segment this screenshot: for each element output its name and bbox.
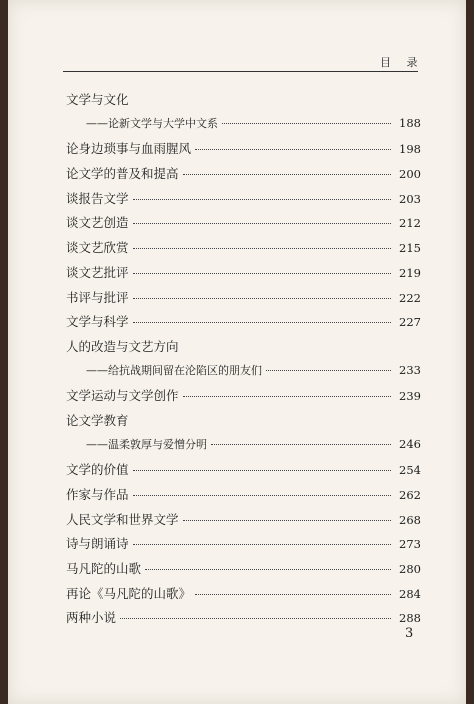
- dot-leader: [195, 594, 391, 595]
- toc-entry-title: 论身边琐事与血雨腥风: [66, 141, 192, 157]
- toc-page-number: 227: [399, 315, 421, 330]
- dot-leader: [133, 322, 391, 323]
- toc-page-number: 262: [399, 488, 421, 502]
- toc-page-number: 188: [399, 115, 421, 130]
- toc-entry-title: 文学的价值: [66, 462, 129, 478]
- dot-leader: [266, 370, 391, 371]
- toc-entry-title: 人的改造与文艺方向: [66, 338, 179, 354]
- toc-entry-title: 文学与科学: [66, 314, 129, 330]
- toc-entry-title: 人民文学和世界文学: [66, 511, 179, 527]
- toc-entry-row: [66, 90, 421, 115]
- toc-page-number: 215: [399, 241, 421, 256]
- dot-leader: [183, 520, 391, 521]
- toc-entry-row: [66, 312, 421, 337]
- toc-entry-title: 谈报告文学: [66, 190, 129, 206]
- toc-entry-row: [66, 213, 421, 238]
- toc-entry-row: [66, 460, 421, 485]
- dot-leader: [133, 199, 391, 200]
- toc-entry-title: 文学与文化: [66, 92, 129, 107]
- toc-subtitle-row: [66, 436, 421, 461]
- dot-leader: [222, 123, 391, 124]
- toc-entry-title: 文学运动与文学创作: [66, 388, 179, 404]
- toc-page-number: 284: [399, 586, 421, 601]
- toc-subtitle-row: [66, 362, 421, 387]
- page-number: 3: [405, 626, 414, 641]
- toc-entry-title: 谈文艺创造: [66, 215, 129, 231]
- toc-entry-title: 两种小说: [66, 610, 117, 626]
- dot-leader: [133, 248, 391, 249]
- dot-leader: [211, 444, 391, 445]
- dot-leader: [183, 396, 391, 397]
- table-of-contents: [66, 90, 421, 633]
- dot-leader: [133, 495, 391, 496]
- toc-entry-row: [66, 510, 421, 535]
- toc-entry-row: [66, 534, 421, 559]
- toc-entry-row: [66, 608, 421, 633]
- toc-entry-row: [66, 337, 421, 362]
- dot-leader: [133, 470, 391, 471]
- toc-page-number: 273: [399, 537, 421, 552]
- toc-entry-title: 论文学的普及和提高: [66, 166, 179, 182]
- toc-subtitle-row: [66, 115, 421, 140]
- toc-page-number: 233: [399, 362, 421, 377]
- toc-entry-row: [66, 164, 421, 189]
- toc-entry-row: [66, 139, 421, 164]
- toc-entry-title: 诗与朗诵诗: [66, 536, 129, 552]
- toc-entry-row: [66, 485, 421, 510]
- toc-page-number: 203: [399, 191, 421, 206]
- toc-entry-row: [66, 386, 421, 411]
- dot-leader: [195, 149, 391, 150]
- toc-page-number: 239: [399, 389, 421, 404]
- toc-entry-row: [66, 584, 421, 609]
- toc-entry-row: [66, 559, 421, 584]
- dot-leader: [133, 223, 391, 224]
- section-header: 目 录: [380, 56, 424, 69]
- dot-leader: [133, 273, 391, 274]
- dot-leader: [133, 544, 391, 545]
- toc-entry-title: 论文学教育: [66, 412, 129, 428]
- book-page: [8, 0, 466, 704]
- toc-entry-title: 书评与批评: [66, 289, 129, 305]
- toc-entry-title: ——给抗战期间留在沦陷区的朋友们: [86, 363, 262, 377]
- toc-entry-row: [66, 263, 421, 288]
- dot-leader: [133, 298, 391, 299]
- toc-page-number: 268: [399, 512, 421, 527]
- toc-entry-row: [66, 411, 421, 436]
- toc-entry-title: 作家与作品: [66, 487, 129, 502]
- toc-page-number: 219: [399, 265, 421, 280]
- toc-entry-title: 谈文艺欣赏: [66, 240, 129, 256]
- toc-page-number: 254: [399, 463, 421, 478]
- toc-entry-row: [66, 189, 421, 214]
- toc-entry-row: [66, 288, 421, 313]
- header-rule: [63, 71, 418, 72]
- toc-entry-title: ——论新文学与大学中文系: [86, 116, 218, 130]
- dot-leader: [120, 618, 391, 619]
- toc-entry-title: ——温柔敦厚与爱憎分明: [86, 437, 207, 451]
- toc-page-number: 280: [399, 562, 421, 577]
- toc-entry-title: 马凡陀的山歌: [66, 561, 142, 577]
- dot-leader: [145, 569, 391, 570]
- dot-leader: [183, 174, 391, 175]
- toc-page-number: 198: [399, 142, 421, 157]
- toc-page-number: 288: [399, 611, 421, 626]
- toc-entry-title: 再论《马凡陀的山歌》: [66, 585, 192, 601]
- toc-page-number: 212: [399, 216, 421, 231]
- toc-page-number: 222: [399, 290, 421, 305]
- toc-page-number: 246: [399, 436, 421, 451]
- toc-entry-title: 谈文艺批评: [66, 264, 129, 280]
- toc-page-number: 200: [399, 167, 421, 182]
- toc-entry-row: [66, 238, 421, 263]
